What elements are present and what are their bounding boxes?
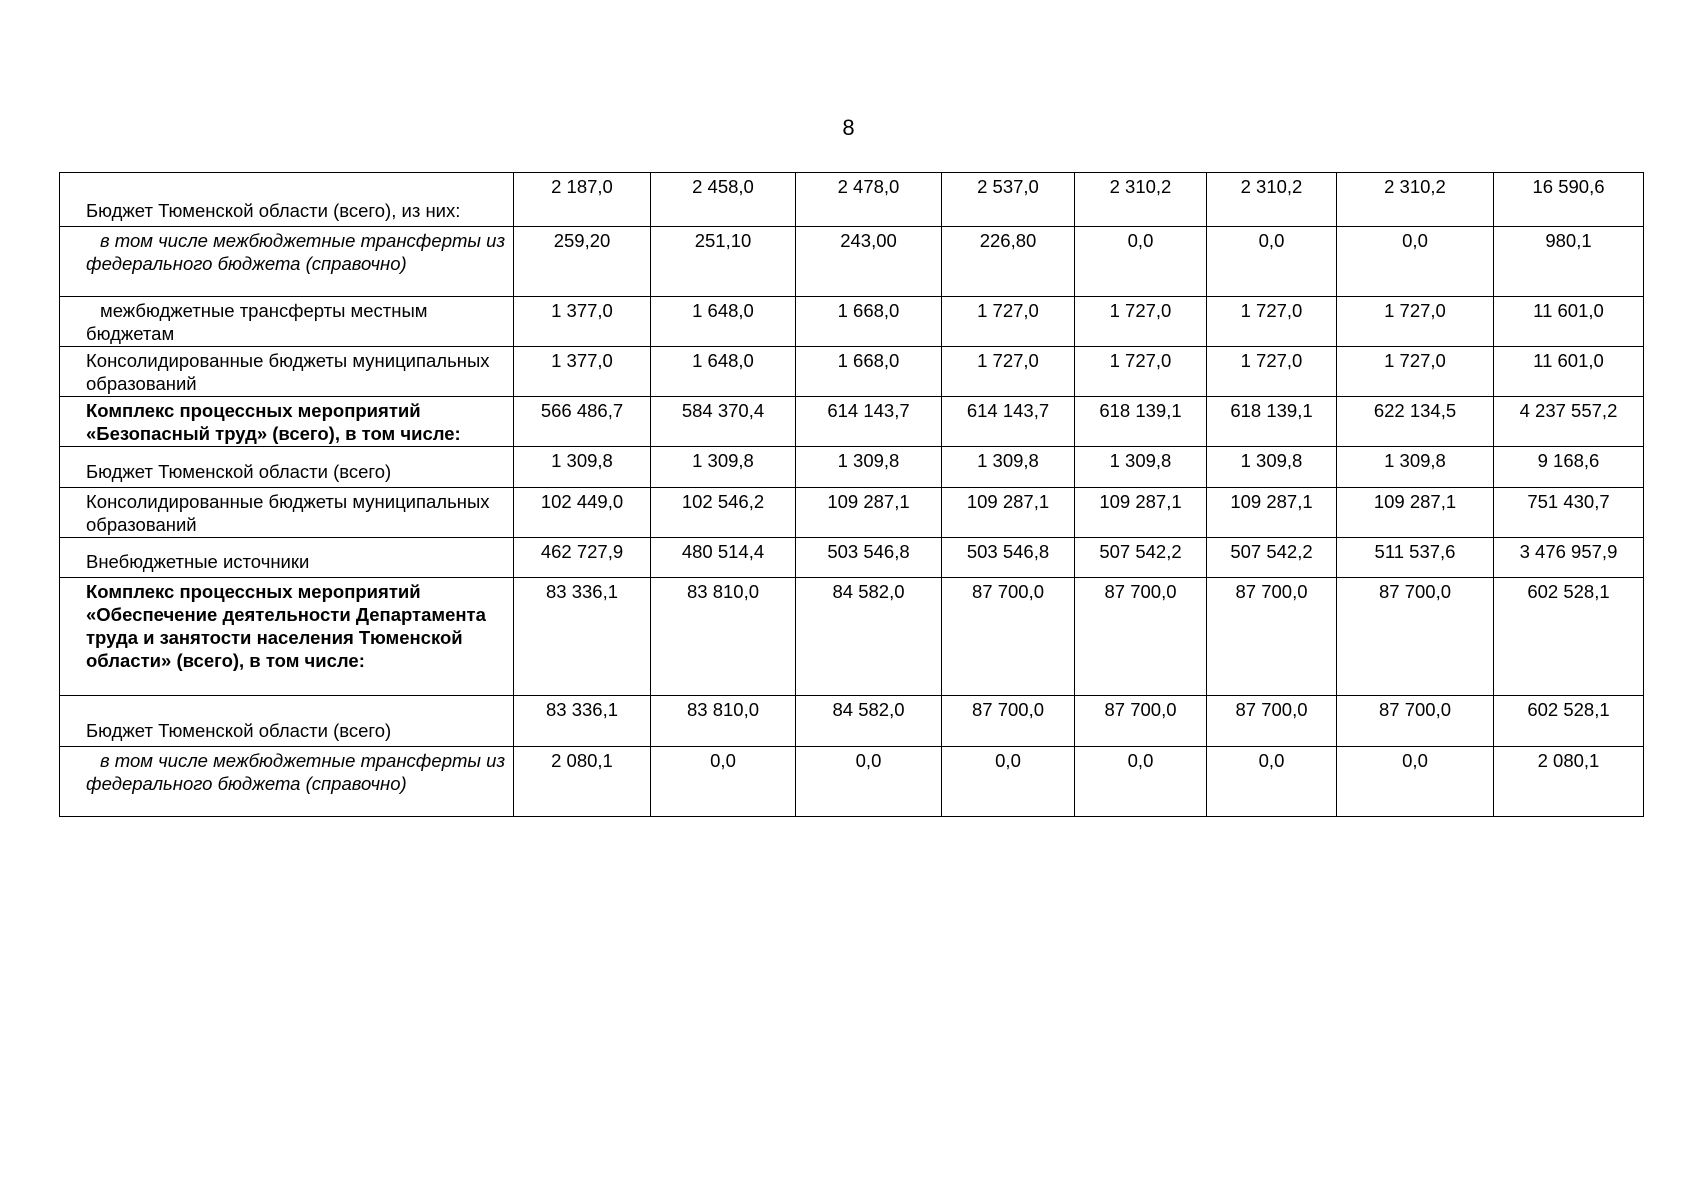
row-label: Комплекс процессных мероприятий «Обеспечение деятельности Департамента труда и занятости населения Тюменской области» (всего), в том числе:: [60, 578, 514, 696]
row-label: Комплекс процессных мероприятий «Безопасный труд» (всего), в том числе:: [60, 397, 514, 447]
table-cell: 1 648,0: [651, 297, 796, 347]
table-cell: 622 134,5: [1337, 397, 1494, 447]
row-label: Бюджет Тюменской области (всего): [60, 696, 514, 747]
table-row: [60, 227, 1644, 297]
row-label: Консолидированные бюджеты муниципальных образований: [60, 347, 514, 397]
table-cell: 1 377,0: [514, 347, 651, 397]
table-cell: 566 486,7: [514, 397, 651, 447]
table-cell: 0,0: [1207, 227, 1337, 297]
table-cell: 2 310,2: [1207, 173, 1337, 227]
table-cell: 0,0: [796, 747, 942, 817]
table-cell: 751 430,7: [1494, 488, 1644, 538]
table-cell: 87 700,0: [1337, 696, 1494, 747]
table-cell: 1 309,8: [942, 447, 1075, 488]
table-cell: 3 476 957,9: [1494, 538, 1644, 578]
table-cell: 2 080,1: [514, 747, 651, 817]
table-cell: 83 810,0: [651, 696, 796, 747]
table-cell: 1 727,0: [942, 297, 1075, 347]
table-row: [60, 347, 1644, 397]
table-cell: 1 727,0: [1075, 297, 1207, 347]
table-cell: 2 310,2: [1075, 173, 1207, 227]
table-cell: 87 700,0: [1075, 578, 1207, 696]
table-cell: 614 143,7: [796, 397, 942, 447]
table-cell: 84 582,0: [796, 696, 942, 747]
table-cell: 0,0: [1207, 747, 1337, 817]
table-cell: 251,10: [651, 227, 796, 297]
table-cell: 462 727,9: [514, 538, 651, 578]
table-cell: 259,20: [514, 227, 651, 297]
table-row: [60, 397, 1644, 447]
table-cell: 83 336,1: [514, 578, 651, 696]
table-cell: 87 700,0: [942, 696, 1075, 747]
table-cell: 0,0: [942, 747, 1075, 817]
table-cell: 1 309,8: [1337, 447, 1494, 488]
table-cell: 109 287,1: [796, 488, 942, 538]
table-cell: 9 168,6: [1494, 447, 1644, 488]
table-cell: 1 727,0: [942, 347, 1075, 397]
table-cell: 503 546,8: [796, 538, 942, 578]
table-row: [60, 488, 1644, 538]
table-row: [60, 578, 1644, 696]
table-cell: 2 080,1: [1494, 747, 1644, 817]
table-cell: 0,0: [1075, 747, 1207, 817]
table-cell: 109 287,1: [942, 488, 1075, 538]
table-cell: 0,0: [651, 747, 796, 817]
table-cell: 1 377,0: [514, 297, 651, 347]
table-cell: 602 528,1: [1494, 578, 1644, 696]
table-cell: 503 546,8: [942, 538, 1075, 578]
table-cell: 109 287,1: [1075, 488, 1207, 538]
table-cell: 0,0: [1337, 747, 1494, 817]
table-cell: 584 370,4: [651, 397, 796, 447]
table-cell: 109 287,1: [1207, 488, 1337, 538]
row-label: Бюджет Тюменской области (всего): [60, 447, 514, 488]
table-cell: 2 187,0: [514, 173, 651, 227]
table-cell: 0,0: [1337, 227, 1494, 297]
table-cell: 102 449,0: [514, 488, 651, 538]
table-cell: 614 143,7: [942, 397, 1075, 447]
table-cell: 2 458,0: [651, 173, 796, 227]
table-cell: 1 727,0: [1337, 347, 1494, 397]
table-cell: 87 700,0: [1337, 578, 1494, 696]
table-cell: 1 727,0: [1207, 347, 1337, 397]
table-row: [60, 173, 1644, 227]
page-number: 8: [842, 115, 855, 140]
table-row: [60, 696, 1644, 747]
table-row: [60, 747, 1644, 817]
table-cell: 2 478,0: [796, 173, 942, 227]
table-cell: 1 309,8: [1207, 447, 1337, 488]
table-cell: 1 727,0: [1207, 297, 1337, 347]
table-cell: 2 310,2: [1337, 173, 1494, 227]
table-cell: 4 237 557,2: [1494, 397, 1644, 447]
table-cell: 87 700,0: [1207, 578, 1337, 696]
table-cell: 1 668,0: [796, 347, 942, 397]
budget-table: [59, 172, 1644, 817]
table-cell: 507 542,2: [1207, 538, 1337, 578]
table-cell: 102 546,2: [651, 488, 796, 538]
table-cell: 1 309,8: [514, 447, 651, 488]
table-cell: 83 810,0: [651, 578, 796, 696]
table-cell: 0,0: [1075, 227, 1207, 297]
table-row: [60, 447, 1644, 488]
table-cell: 1 727,0: [1337, 297, 1494, 347]
table-cell: 511 537,6: [1337, 538, 1494, 578]
table-row: [60, 538, 1644, 578]
table-cell: 618 139,1: [1207, 397, 1337, 447]
table-cell: 87 700,0: [1207, 696, 1337, 747]
table-cell: 11 601,0: [1494, 347, 1644, 397]
table-cell: 618 139,1: [1075, 397, 1207, 447]
table-cell: 480 514,4: [651, 538, 796, 578]
table-cell: 1 668,0: [796, 297, 942, 347]
table-cell: 980,1: [1494, 227, 1644, 297]
table-cell: 507 542,2: [1075, 538, 1207, 578]
row-label: в том числе межбюджетные трансферты из федерального бюджета (справочно): [60, 227, 514, 297]
table-cell: 83 336,1: [514, 696, 651, 747]
row-label: Бюджет Тюменской области (всего), из них:: [60, 173, 514, 227]
table-cell: 1 309,8: [1075, 447, 1207, 488]
table-cell: 16 590,6: [1494, 173, 1644, 227]
table-cell: 1 727,0: [1075, 347, 1207, 397]
table-cell: 602 528,1: [1494, 696, 1644, 747]
row-label: в том числе межбюджетные трансферты из федерального бюджета (справочно): [60, 747, 514, 817]
table-cell: 1 309,8: [796, 447, 942, 488]
table-cell: 2 537,0: [942, 173, 1075, 227]
table-row: [60, 297, 1644, 347]
table-cell: 109 287,1: [1337, 488, 1494, 538]
table-cell: 1 648,0: [651, 347, 796, 397]
table-cell: 11 601,0: [1494, 297, 1644, 347]
row-label: Внебюджетные источники: [60, 538, 514, 578]
table-cell: 243,00: [796, 227, 942, 297]
table-cell: 87 700,0: [1075, 696, 1207, 747]
table-cell: 84 582,0: [796, 578, 942, 696]
table-cell: 87 700,0: [942, 578, 1075, 696]
row-label: Консолидированные бюджеты муниципальных образований: [60, 488, 514, 538]
row-label: межбюджетные трансферты местным бюджетам: [60, 297, 514, 347]
table-cell: 1 309,8: [651, 447, 796, 488]
table-cell: 226,80: [942, 227, 1075, 297]
